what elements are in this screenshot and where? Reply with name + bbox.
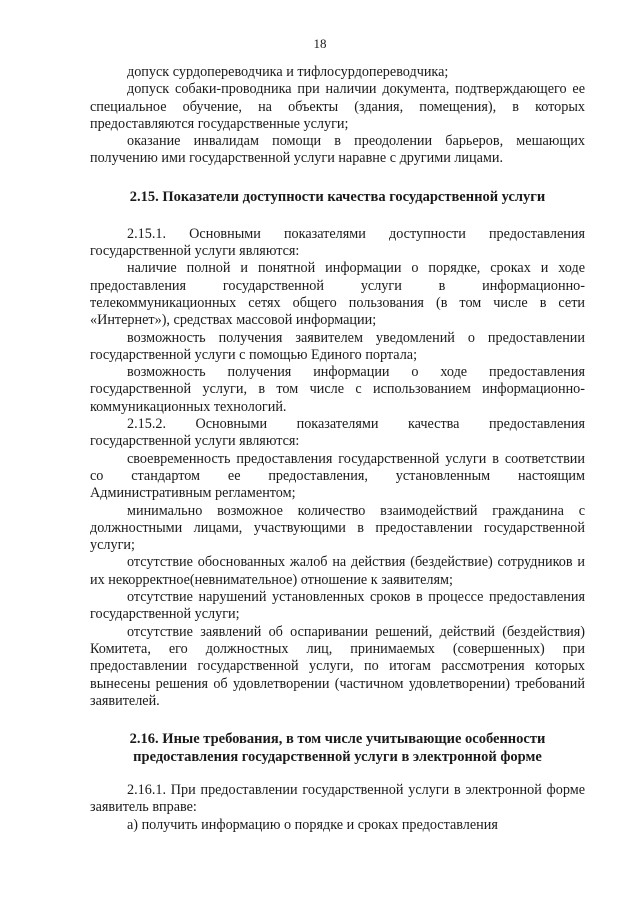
- paragraph-guide-dog: допуск собаки-проводника при наличии документа, подтверждающего ее специальное обучение, на объекты (здания, помещения), в которых предоставляются государственные услуги;: [90, 81, 585, 132]
- list-item: отсутствие заявлений об оспаривании решений, действий (бездействия) Комитета, его должностных лиц, принимаемых (совершенных) при предоставлении государственной услуги, по итогам рассмотрения которых вынесены решения об удовлетворении (частичном удовлетворении) требований заявителей.: [90, 623, 585, 709]
- clause-2-15-1: 2.15.1. Основными показателями доступности предоставления государственной услуги являются:: [90, 225, 585, 260]
- paragraph-sign-interpreter: допуск сурдопереводчика и тифлосурдопереводчика;: [127, 64, 449, 80]
- list-item: своевременность предоставления государственной услуги в соответствии со стандартом ее предоставления, установленным настоящим Административным регламентом;: [90, 450, 585, 502]
- page-number: 18: [313, 36, 327, 51]
- clause-2-16-1: 2.16.1. При предоставлении государственной услуги в электронной форме заявитель вправе:: [90, 782, 585, 816]
- list-item: отсутствие нарушений установленных сроков в процессе предоставления государственной услуги;: [90, 589, 585, 623]
- list-item: отсутствие обоснованных жалоб на действия (бездействие) сотрудников и их некорректное(невнимательное) отношение к заявителям;: [90, 554, 585, 588]
- list-item: возможность получения заявителем уведомлений о предоставлении государственной услуги с помощью Единого портала;: [90, 329, 585, 363]
- list-item: минимально возможное количество взаимодействий гражданина с должностными лицами, участвующими в предоставлении государственной услуги;: [90, 502, 585, 554]
- section-heading-2-15: 2.15. Показатели доступности качества государственной услуги: [129, 188, 546, 205]
- list-item: возможность получения информации о ходе предоставления государственной услуги, в том числе с использованием информационно-коммуникационных технологий.: [90, 364, 585, 415]
- page-content: [90, 64, 585, 834]
- section-heading-2-16: 2.16. Иные требования, в том числе учитывающие особенности предоставления государственной услуги в электронной форме: [129, 731, 546, 766]
- list-item: наличие полной и понятной информации о порядке, сроках и ходе предоставления государственной услуги в информационно-телекоммуникационных сетях общего пользования (в том числе в сети «Интернет»), средствах массовой информации;: [90, 260, 585, 329]
- paragraph-assistance: оказание инвалидам помощи в преодолении барьеров, мешающих получению ими государственной услуги наравне с другими лицами.: [90, 133, 585, 167]
- list-item: а) получить информацию о порядке и сроках предоставления: [127, 816, 498, 833]
- clause-2-15-2: 2.15.2. Основными показателями качества предоставления государственной услуги являются:: [90, 416, 585, 450]
